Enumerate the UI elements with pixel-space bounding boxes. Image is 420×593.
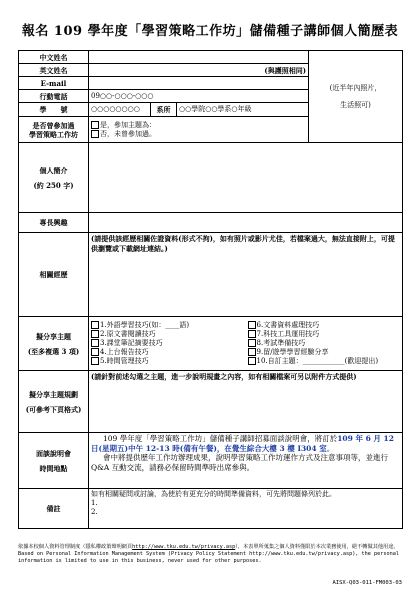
- topic-label: 10.自訂主題：____________(歡迎提出): [256, 357, 379, 365]
- topics-label-1: 擬分享主題: [36, 331, 71, 341]
- session-text-a: 109 學年度「學習策略工作坊」儲備種子講師招募面談說明會，將訂於: [103, 434, 338, 443]
- english-name-label: 英文姓名: [19, 64, 89, 77]
- experience-field[interactable]: [89, 233, 403, 317]
- session-label-1: 面談說明會: [36, 448, 71, 458]
- topics-label-2: (至多複選 3 項): [27, 346, 80, 356]
- topic-label: 4.上台報告技巧: [100, 348, 149, 356]
- privacy-link[interactable]: http://www.tku.edu.tw/privacy.asp: [132, 544, 236, 550]
- remarks-item-1: 1.: [91, 499, 98, 507]
- attended-options: [89, 117, 309, 143]
- student-id-field[interactable]: ○○○○○○○○: [89, 103, 151, 117]
- topic-option[interactable]: [248, 357, 401, 366]
- intro-label: [19, 143, 89, 213]
- attended-yes-label: 是，參加主題為：: [100, 120, 156, 129]
- topic-option[interactable]: [248, 321, 401, 330]
- footer-text-b: ），本表單所蒐集之個人資料僅限於本次業務使用，絕不轉做其他用途。Based on Personal Information Management System (Privacy Policy Statement: [18, 544, 399, 557]
- topic-option[interactable]: [248, 330, 401, 339]
- document-number: AISX-Q03-011-FM003-03: [332, 580, 402, 586]
- attended-yes-option[interactable]: [91, 121, 306, 130]
- topic-label: 2.原文書閱讀技巧: [100, 330, 156, 338]
- experience-note: (請提供該經歷相關佐證資料(形式不拘)，如有照片或影片尤佳，若檔案過大，無法直接附上，可提供瀏覽或下載網址連結。): [91, 234, 395, 253]
- topic-label: 3.課堂筆記摘要技巧: [100, 339, 163, 347]
- chinese-name-label: 中文姓名: [19, 51, 89, 64]
- photo-hint-1: (近半年內照片，: [329, 83, 382, 92]
- intro-field[interactable]: [89, 143, 403, 213]
- checkbox-icon[interactable]: [248, 348, 256, 356]
- topic-label: 6.文書資料處理技巧: [256, 321, 320, 329]
- checkbox-icon[interactable]: [91, 321, 99, 329]
- checkbox-icon[interactable]: [91, 130, 99, 138]
- phone-field[interactable]: 09○○-○○○-○○○: [89, 90, 309, 103]
- attended-label-2: 學習策略工作坊: [29, 129, 78, 139]
- specialty-field[interactable]: [89, 213, 403, 233]
- topic-option[interactable]: [91, 321, 244, 330]
- session-label: [19, 433, 89, 489]
- attended-label-1: 是否曾參加過: [32, 120, 75, 130]
- session-text-c: 。: [326, 443, 335, 453]
- checkbox-icon[interactable]: [248, 321, 256, 329]
- checkbox-icon[interactable]: [248, 339, 256, 347]
- attended-no-label: 否，未曾參加過。: [100, 129, 156, 138]
- session-datetime: 109 年 6 月 12 日(星期五)中午 12-13 時(備有午餐)，在覺生綜合大樓 3 樓 I304 室: [91, 434, 394, 453]
- session-label-2: 時間地點: [39, 463, 68, 473]
- topic-option[interactable]: [91, 339, 244, 348]
- plan-label: [19, 371, 89, 433]
- remarks-item-2: 2.: [91, 508, 98, 516]
- privacy-footer: [18, 544, 402, 564]
- topics-label: [19, 317, 89, 371]
- attended-label: [19, 117, 89, 143]
- checkbox-icon[interactable]: [91, 357, 99, 365]
- checkbox-icon[interactable]: [91, 339, 99, 347]
- email-label: E-mail: [19, 77, 89, 90]
- remarks-field[interactable]: [89, 489, 403, 529]
- plan-label-2: (可參考下頁格式): [25, 404, 82, 414]
- checkbox-icon[interactable]: [248, 357, 256, 365]
- topic-option[interactable]: [248, 339, 401, 348]
- photo-hint-2: 生活照可): [340, 100, 371, 109]
- topic-option[interactable]: [91, 357, 244, 366]
- phone-label: 行動電話: [19, 90, 89, 103]
- form-title: 報名 109 學年度「學習策略工作坊」儲備種子講師個人簡歷表: [21, 24, 399, 39]
- topic-option[interactable]: [91, 330, 244, 339]
- topics-options: [89, 317, 403, 371]
- session-info: [89, 433, 403, 489]
- session-text-d: 會中將提供歷年工作坊辦理成果，說明學習策略工作坊運作方式及注意事項等，並進行 Q&A 互動交流，請務必保留時間準時出席參與。: [91, 453, 388, 472]
- checkbox-icon[interactable]: [248, 330, 256, 338]
- plan-note: (請針對前述勾選之主題，進一步說明規畫之內容，如有相關檔案可另以附件方式提供): [91, 372, 357, 381]
- passport-note: (與護照相同): [264, 65, 307, 75]
- topic-label: 7.科技工具運用技巧: [256, 330, 320, 338]
- experience-label: 相關經歷: [19, 233, 89, 317]
- intro-label-2: (約 250 字): [33, 180, 74, 190]
- topic-label: 1.外語學習技巧(如：____語): [100, 321, 190, 329]
- topic-label: 5.時間管理技巧: [100, 357, 149, 365]
- chinese-name-field[interactable]: [89, 51, 309, 64]
- footer-text-a: 依據本校個人資料管理制度（隱私權政策聲明網頁: [18, 544, 133, 550]
- plan-label-1: 擬分享主題規劃: [29, 389, 78, 399]
- topic-option[interactable]: [248, 348, 401, 357]
- remarks-label: 備註: [19, 489, 89, 529]
- remarks-text: 如有相關疑問或討論，為使於有更充分的時間準備資料，可先將問題條列於此。: [91, 490, 336, 498]
- english-name-field[interactable]: [89, 64, 309, 77]
- photo-area[interactable]: [309, 51, 403, 143]
- checkbox-icon[interactable]: [91, 121, 99, 129]
- plan-field[interactable]: [89, 371, 403, 433]
- checkbox-icon[interactable]: [91, 348, 99, 356]
- email-field[interactable]: [89, 77, 309, 90]
- dept-label: 系所: [151, 103, 177, 117]
- student-id-label: 學 號: [19, 103, 89, 117]
- topic-label: 9.留/遊學學習經驗分享: [256, 348, 329, 356]
- topic-option[interactable]: [91, 348, 244, 357]
- specialty-label: 專長興趣: [19, 213, 89, 233]
- application-form: [18, 50, 403, 529]
- checkbox-icon[interactable]: [91, 330, 99, 338]
- footer-text-c: http://www.tku.edu.tw/privacy.asp), the personal information is limited to use in this business, never used for other purposes.: [18, 550, 400, 564]
- intro-label-1: 個人簡介: [39, 165, 68, 175]
- topic-label: 8.考試準備技巧: [256, 339, 306, 347]
- dept-field[interactable]: ○○學院○○學系○年級: [177, 103, 309, 117]
- attended-no-option[interactable]: [91, 130, 306, 139]
